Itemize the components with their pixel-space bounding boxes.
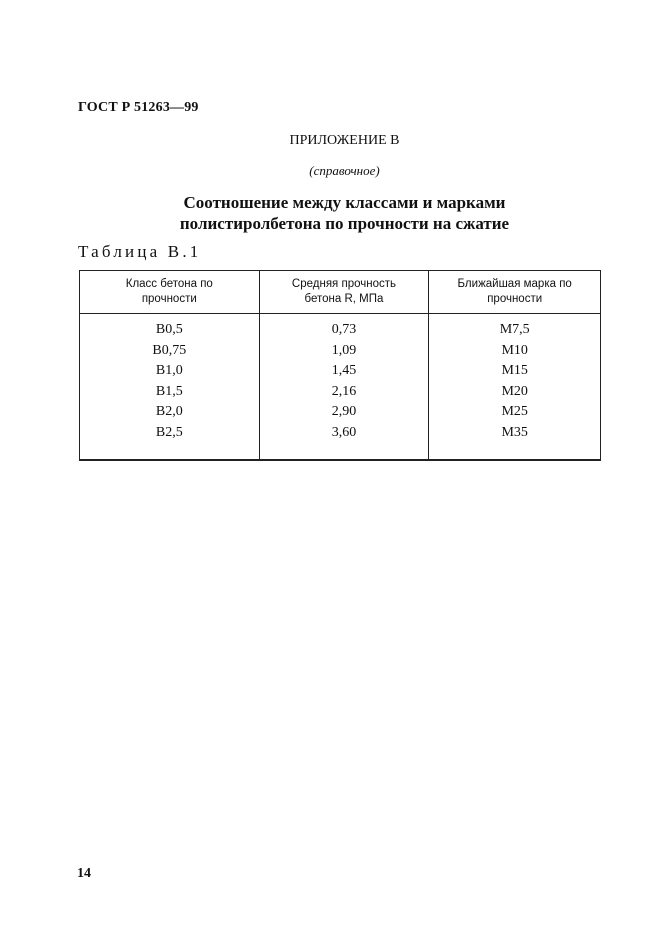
cell-strength: 0,73: [259, 314, 429, 341]
table-header-row: [80, 271, 601, 314]
cell-grade: М15: [429, 361, 601, 382]
cell-strength: 1,09: [259, 341, 429, 362]
cell-grade: М7,5: [429, 314, 601, 341]
cell-strength: 2,90: [259, 402, 429, 423]
table-caption: Таблица В.1: [78, 242, 202, 261]
table-row: [80, 361, 601, 382]
cell-grade: М25: [429, 402, 601, 423]
cell-grade: М10: [429, 341, 601, 362]
table-row: [80, 423, 601, 461]
column-header-line: прочности: [487, 293, 543, 305]
cell-class: В0,75: [80, 341, 260, 362]
column-header-line: Ближайшая марка по: [457, 278, 572, 290]
cell-grade: М35: [429, 423, 601, 461]
column-header-concrete-class: [80, 271, 260, 314]
cell-strength: 2,16: [259, 382, 429, 403]
section-heading: [0, 192, 661, 234]
table-row: [80, 382, 601, 403]
column-header-line: бетона R, МПа: [304, 293, 384, 305]
cell-class: В1,5: [80, 382, 260, 403]
strength-table: [79, 270, 601, 461]
cell-strength: 3,60: [259, 423, 429, 461]
cell-grade: М20: [429, 382, 601, 403]
appendix-note: (справочное): [309, 163, 380, 178]
cell-class: В2,0: [80, 402, 260, 423]
cell-class: В1,0: [80, 361, 260, 382]
column-header-average-strength: [259, 271, 429, 314]
cell-strength: 1,45: [259, 361, 429, 382]
table-row: [80, 314, 601, 341]
cell-class: В0,5: [80, 314, 260, 341]
cell-class: В2,5: [80, 423, 260, 461]
table-row: [80, 402, 601, 423]
column-header-nearest-grade: [429, 271, 601, 314]
page-number: 14: [77, 866, 91, 881]
table-row: [80, 341, 601, 362]
column-header-line: Класс бетона по: [125, 278, 213, 290]
standard-number: ГОСТ Р 51263—99: [78, 100, 199, 115]
column-header-line: прочности: [141, 293, 197, 305]
appendix-title: ПРИЛОЖЕНИЕ В: [289, 133, 400, 148]
section-heading-line-2: полистиролбетона по прочности на сжатие: [179, 214, 510, 233]
column-header-line: Средняя прочность: [291, 278, 396, 290]
section-heading-line-1: Соотношение между классами и марками: [183, 193, 506, 212]
